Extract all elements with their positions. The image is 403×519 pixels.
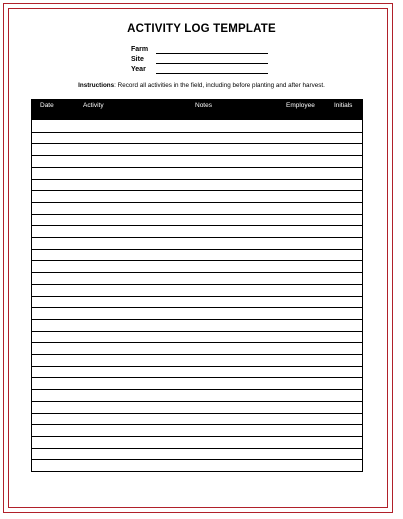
table-row[interactable] bbox=[32, 307, 362, 308]
table-row[interactable] bbox=[32, 424, 362, 425]
table-row[interactable] bbox=[32, 284, 362, 285]
table-row[interactable] bbox=[32, 401, 362, 402]
table-row[interactable] bbox=[32, 132, 362, 133]
table-row[interactable] bbox=[32, 237, 362, 238]
table-row[interactable] bbox=[32, 272, 362, 273]
year-label: Year bbox=[131, 66, 146, 73]
table-row[interactable] bbox=[32, 366, 362, 367]
table-row[interactable] bbox=[32, 155, 362, 156]
farm-input-line[interactable] bbox=[156, 53, 268, 54]
column-header-date: Date bbox=[40, 102, 54, 109]
farm-label: Farm bbox=[131, 46, 149, 53]
table-row[interactable] bbox=[32, 143, 362, 144]
table-row[interactable] bbox=[32, 319, 362, 320]
site-input-line[interactable] bbox=[156, 63, 268, 64]
table-row[interactable] bbox=[32, 459, 362, 460]
table-row[interactable] bbox=[32, 202, 362, 203]
table-row[interactable] bbox=[32, 354, 362, 355]
table-row[interactable] bbox=[32, 377, 362, 378]
table-row[interactable] bbox=[32, 331, 362, 332]
instructions-label: Instructions bbox=[78, 82, 115, 89]
table-header bbox=[32, 100, 362, 120]
column-header-employee: Employee bbox=[286, 102, 315, 109]
table-row[interactable] bbox=[32, 167, 362, 168]
table-row[interactable] bbox=[32, 190, 362, 191]
table-row[interactable] bbox=[32, 342, 362, 343]
activity-log-table bbox=[31, 99, 363, 472]
instructions bbox=[0, 82, 403, 89]
table-row[interactable] bbox=[32, 436, 362, 437]
table-row[interactable] bbox=[32, 448, 362, 449]
instructions-text: : Record all activities in the field, including before planting and after harvest. bbox=[114, 82, 325, 89]
table-row[interactable] bbox=[32, 296, 362, 297]
column-header-notes: Notes bbox=[195, 102, 212, 109]
table-row[interactable] bbox=[32, 179, 362, 180]
table-row[interactable] bbox=[32, 225, 362, 226]
table-row[interactable] bbox=[32, 214, 362, 215]
table-row[interactable] bbox=[32, 413, 362, 414]
page-title: ACTIVITY LOG TEMPLATE bbox=[127, 23, 276, 35]
year-input-line[interactable] bbox=[156, 73, 268, 74]
site-label: Site bbox=[131, 56, 144, 63]
table-row[interactable] bbox=[32, 389, 362, 390]
table-row[interactable] bbox=[32, 260, 362, 261]
column-header-initials: Initials bbox=[334, 102, 353, 109]
column-header-activity: Activity bbox=[83, 102, 104, 109]
table-row[interactable] bbox=[32, 249, 362, 250]
